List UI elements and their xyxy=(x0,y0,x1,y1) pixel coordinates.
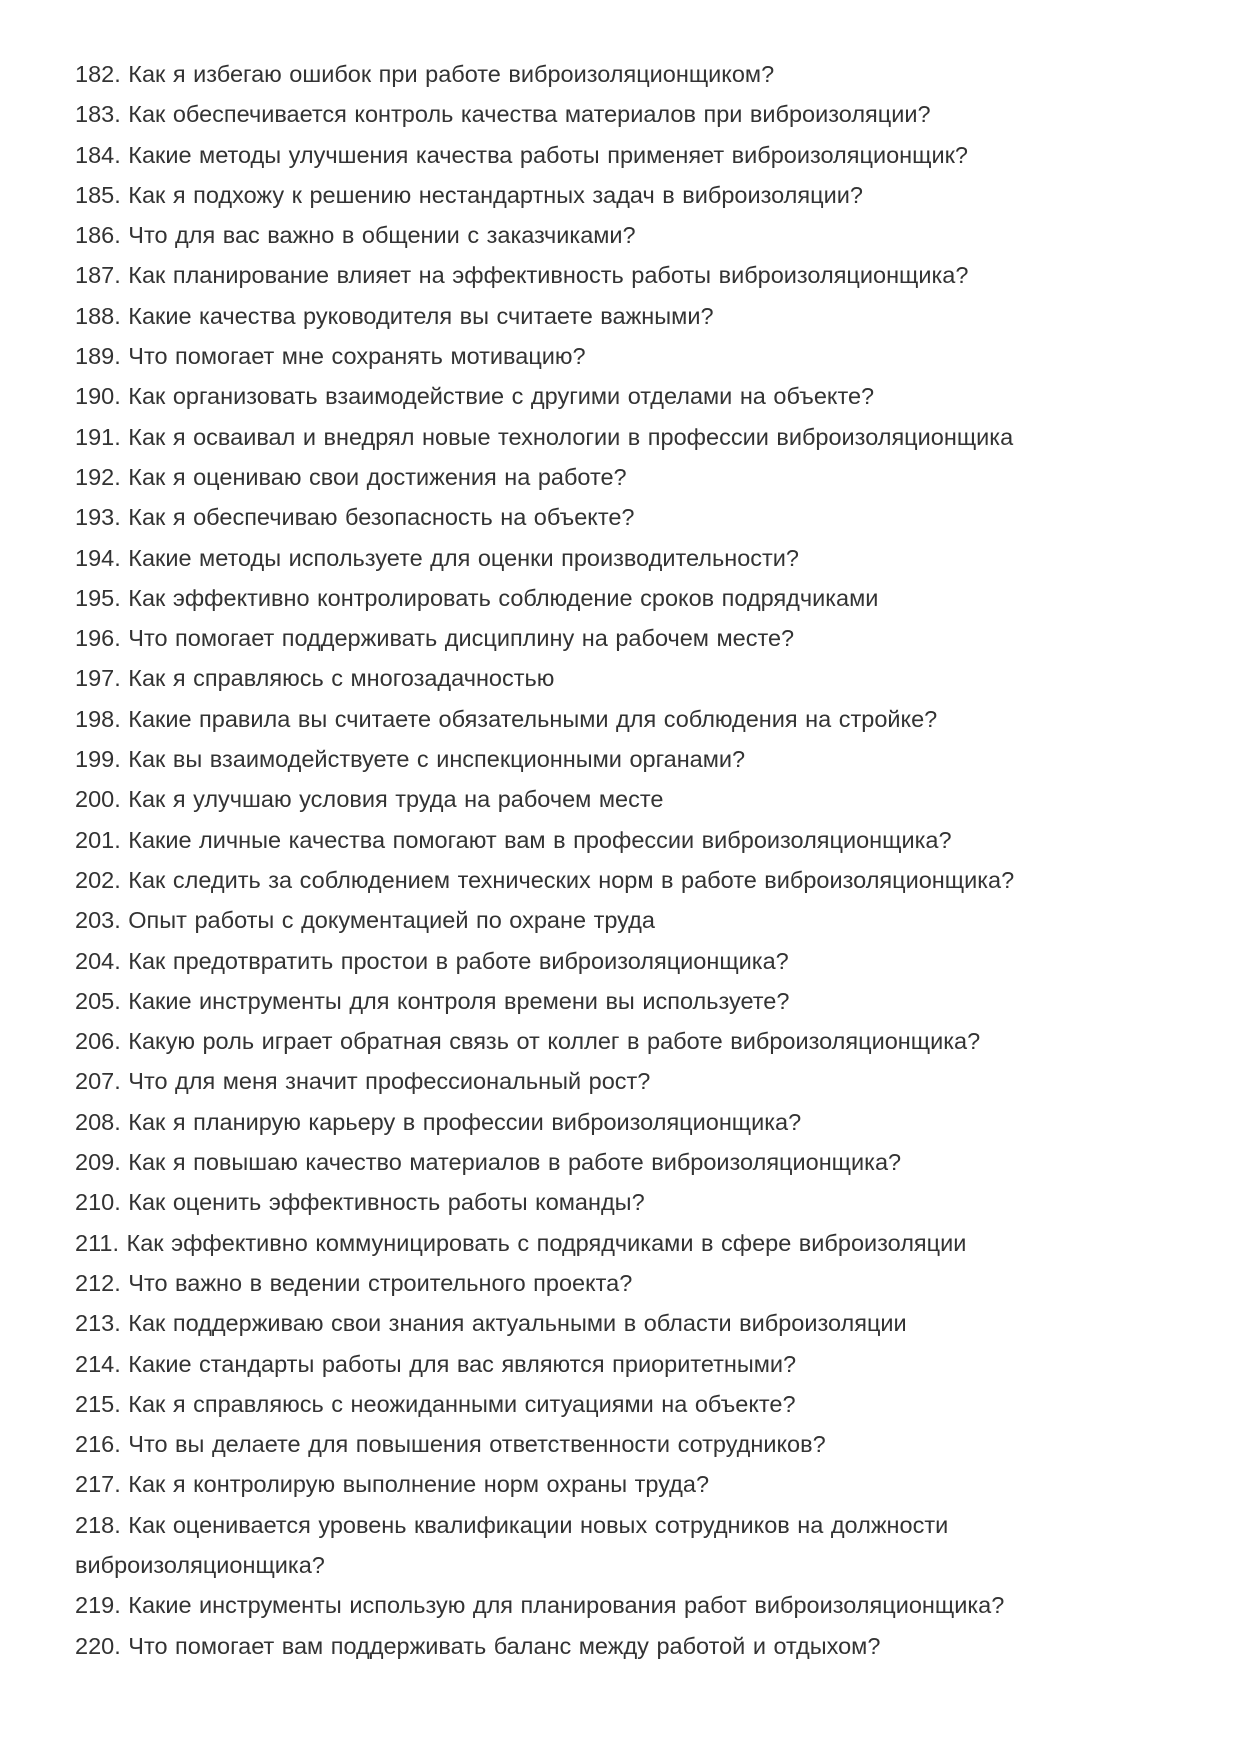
list-item xyxy=(75,860,1075,900)
item-text: Как эффективно коммуницировать с подрядчиками в сфере виброизоляции xyxy=(126,1229,967,1256)
item-text: Что помогает поддерживать дисциплину на рабочем месте? xyxy=(128,625,795,652)
item-number: 204. xyxy=(75,947,121,974)
item-number: 209. xyxy=(75,1149,121,1176)
item-text: Какие правила вы считаете обязательными для соблюдения на стройке? xyxy=(128,705,938,732)
item-text: Что помогает вам поддерживать баланс между работой и отдыхом? xyxy=(128,1632,881,1659)
list-item xyxy=(75,376,1075,416)
item-text: Что для меня значит профессиональный рост? xyxy=(128,1068,651,1095)
list-item xyxy=(75,941,1075,981)
item-text: Как вы взаимодействуете с инспекционными органами? xyxy=(128,746,746,773)
item-text: Как я планирую карьеру в профессии виброизоляционщика? xyxy=(128,1108,802,1135)
item-number: 198. xyxy=(75,705,121,732)
item-number: 206. xyxy=(75,1028,121,1055)
item-number: 199. xyxy=(75,746,121,773)
item-text: Какие стандарты работы для вас являются приоритетными? xyxy=(128,1350,797,1377)
item-number: 191. xyxy=(75,423,121,450)
item-text: Как я справляюсь с неожиданными ситуациями на объекте? xyxy=(128,1390,796,1417)
item-text: Как я справляюсь с многозадачностью xyxy=(128,665,555,692)
item-number: 184. xyxy=(75,141,121,168)
item-text: Как эффективно контролировать соблюдение сроков подрядчиками xyxy=(128,584,879,611)
item-number: 201. xyxy=(75,826,121,853)
item-text: Какие методы улучшения качества работы применяет виброизоляционщик? xyxy=(128,141,968,168)
item-number: 187. xyxy=(75,262,121,289)
item-text: Как оценить эффективность работы команды? xyxy=(128,1189,645,1216)
list-item xyxy=(75,658,1075,698)
item-number: 182. xyxy=(75,61,121,87)
list-item xyxy=(75,578,1075,618)
list-item xyxy=(75,296,1075,336)
list-item xyxy=(75,699,1075,739)
list-item xyxy=(75,981,1075,1021)
item-text: Как я обеспечиваю безопасность на объекте? xyxy=(128,504,635,531)
list-item xyxy=(75,1424,1075,1464)
item-number: 194. xyxy=(75,544,121,571)
item-text: Как следить за соблюдением технических норм в работе виброизоляционщика? xyxy=(128,866,1015,893)
item-text: Какие инструменты использую для планирования работ виброизоляционщика? xyxy=(128,1592,1005,1619)
list-item xyxy=(75,820,1075,860)
item-text: Какие личные качества помогают вам в профессии виброизоляционщика? xyxy=(128,826,952,853)
item-number: 212. xyxy=(75,1269,121,1296)
item-text: Что помогает мне сохранять мотивацию? xyxy=(128,343,586,370)
item-text: Как я повышаю качество материалов в работе виброизоляционщика? xyxy=(128,1149,902,1176)
item-number: 186. xyxy=(75,222,121,249)
list-item xyxy=(75,1142,1075,1182)
item-number: 214. xyxy=(75,1350,121,1377)
item-number: 218. xyxy=(75,1511,121,1538)
item-number: 215. xyxy=(75,1390,121,1417)
item-text: Как я осваивал и внедрял новые технологии в профессии виброизоляционщика xyxy=(128,423,1014,450)
list-item xyxy=(75,1464,1075,1504)
list-item xyxy=(75,1182,1075,1222)
item-number: 207. xyxy=(75,1068,121,1095)
item-number: 195. xyxy=(75,584,121,611)
list-item xyxy=(75,54,1075,94)
item-text: Как обеспечивается контроль качества материалов при виброизоляции? xyxy=(128,101,931,128)
item-text: Как организовать взаимодействие с другими отделами на объекте? xyxy=(128,383,875,410)
list-item xyxy=(75,135,1075,175)
list-item xyxy=(75,1384,1075,1424)
list-item xyxy=(75,497,1075,537)
item-number: 211. xyxy=(75,1229,119,1256)
item-text: Как я подхожу к решению нестандартных задач в виброизоляции? xyxy=(128,181,863,208)
item-text: Как планирование влияет на эффективность работы виброизоляционщика? xyxy=(128,262,969,289)
item-text: Что вы делаете для повышения ответственности сотрудников? xyxy=(128,1431,826,1458)
list-item xyxy=(75,1344,1075,1384)
item-text: Что для вас важно в общении с заказчиками? xyxy=(128,222,636,249)
item-number: 188. xyxy=(75,302,121,329)
item-number: 219. xyxy=(75,1592,121,1619)
list-item xyxy=(75,1585,1075,1625)
item-text: Как я избегаю ошибок при работе виброизоляционщиком? xyxy=(128,61,775,87)
item-text: Что важно в ведении строительного проекта? xyxy=(128,1269,633,1296)
item-number: 217. xyxy=(75,1471,121,1498)
list-item xyxy=(75,336,1075,376)
item-number: 190. xyxy=(75,383,121,410)
item-text: Какую роль играет обратная связь от коллег в работе виброизоляционщика? xyxy=(128,1028,981,1055)
item-text: Как я контролирую выполнение норм охраны труда? xyxy=(128,1471,710,1498)
item-number: 189. xyxy=(75,343,121,370)
list-item xyxy=(75,1021,1075,1061)
item-number: 220. xyxy=(75,1632,121,1659)
list-item xyxy=(75,1223,1075,1263)
list-item xyxy=(75,1061,1075,1101)
list-item xyxy=(75,900,1075,940)
item-number: 193. xyxy=(75,504,121,531)
item-number: 203. xyxy=(75,907,121,934)
list-item xyxy=(75,1102,1075,1142)
item-text: Как предотвратить простои в работе виброизоляционщика? xyxy=(128,947,789,974)
item-number: 213. xyxy=(75,1310,121,1337)
item-number: 200. xyxy=(75,786,121,813)
list-item xyxy=(75,1626,1075,1666)
list-item xyxy=(75,215,1075,255)
item-number: 183. xyxy=(75,101,121,128)
list-item xyxy=(75,417,1075,457)
list-item xyxy=(75,779,1075,819)
item-number: 210. xyxy=(75,1189,121,1216)
list-item xyxy=(75,94,1075,134)
item-text: Как я улучшаю условия труда на рабочем месте xyxy=(128,786,664,813)
item-text: Как поддерживаю свои знания актуальными в области виброизоляции xyxy=(128,1310,907,1337)
item-number: 185. xyxy=(75,181,121,208)
list-item xyxy=(75,457,1075,497)
item-text: Как оценивается уровень квалификации новых сотрудников на должности виброизоляционщика? xyxy=(75,1511,949,1578)
item-number: 192. xyxy=(75,463,121,490)
list-item xyxy=(75,175,1075,215)
list-item xyxy=(75,618,1075,658)
item-number: 196. xyxy=(75,625,121,652)
item-number: 208. xyxy=(75,1108,121,1135)
list-item xyxy=(75,1505,1075,1586)
list-item xyxy=(75,1303,1075,1343)
list-item xyxy=(75,1263,1075,1303)
item-text: Опыт работы с документацией по охране труда xyxy=(128,907,655,934)
item-text: Какие качества руководителя вы считаете важными? xyxy=(128,302,714,329)
item-text: Какие методы используете для оценки производительности? xyxy=(128,544,799,571)
item-text: Какие инструменты для контроля времени вы используете? xyxy=(128,987,790,1014)
item-number: 202. xyxy=(75,866,121,893)
list-item xyxy=(75,739,1075,779)
list-item xyxy=(75,538,1075,578)
item-text: Как я оцениваю свои достижения на работе? xyxy=(128,463,627,490)
item-number: 197. xyxy=(75,665,121,692)
item-number: 216. xyxy=(75,1431,121,1458)
item-number: 205. xyxy=(75,987,121,1014)
list-item xyxy=(75,255,1075,295)
